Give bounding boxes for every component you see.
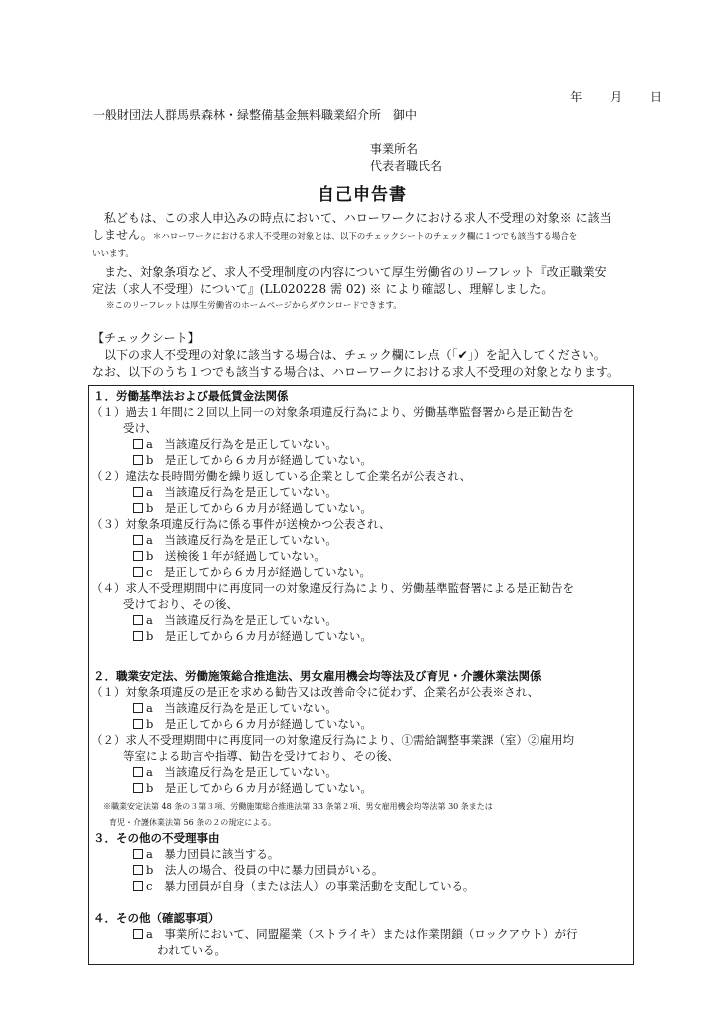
check-label: b 是正してから６カ月が経過していない。 [146,629,372,643]
intro-p1b: しません。 [92,228,153,242]
date-month: 月 [610,90,623,104]
check-3-b[interactable] [133,862,383,878]
intro-p2a: また、対象条項など、求人不受理制度の内容について厚生労働省のリーフレット『改正職業安 [104,265,607,279]
intro-paragraph-1 [92,210,638,263]
checkbox-icon [133,767,143,777]
check-label: b 是正してから６カ月が経過していない。 [146,717,372,731]
check-label: c 是正してから６カ月が経過していない。 [146,565,371,579]
check-label: a 事業所において、同盟罷業（ストライキ）または作業閉鎖（ロックアウト）が行 [146,927,578,941]
check-1-1-b[interactable] [133,452,372,468]
check-label: a 当該違反行為を是正していない。 [146,485,337,499]
check-label: b 是正してから６カ月が経過していない。 [146,501,372,515]
check-label: a 暴力団員に該当する。 [146,847,280,861]
checkbox-icon [133,503,143,513]
intro-p1-note1: ＊ハローワークにおける求人不受理の対象とは、以下のチェックシートのチェック欄に１つでも該当する場合を [152,232,578,242]
checkbox-icon [133,719,143,729]
check-label: a 当該違反行為を是正していない。 [146,533,337,547]
item-1-2-text: （２）違法な長時間労働を繰り返している企業として企業名が公表され、 [91,469,472,483]
checkbox-icon [133,487,143,497]
check-1-1-a[interactable] [133,436,337,452]
item-1-4-text: （４）求人不受理期間中に再度同一の対象違反行為により、労働基準監督署による是正勧告を [91,581,574,595]
section-3-title: ３．その他の不受理事由 [93,831,220,845]
date-day: 日 [649,90,662,104]
checkbox-icon [133,551,143,561]
check-2-2-b[interactable] [133,780,372,796]
section-2-note-2: 育児・介護休業法第 56 条の２の規定による。 [109,818,277,827]
checkbox-icon [133,703,143,713]
checksheet-box [88,385,634,965]
section-1-title: １．労働基準法および最低賃金法関係 [93,389,289,403]
check-1-2-a[interactable] [133,484,337,500]
checkbox-icon [133,929,143,939]
checkbox-icon [133,865,143,875]
checkbox-icon [133,615,143,625]
item-2-2-text: （２）求人不受理期間中に再度同一の対象違反行為により、①需給調整事業課（室）②雇用均 [91,733,574,747]
checkbox-icon [133,783,143,793]
item-2-2-text-cont: 等室による助言や指導、勧告を受けており、その後、 [123,749,399,763]
item-1-4-text-cont: 受けており、その後、 [123,597,238,611]
check-1-3-a[interactable] [133,532,337,548]
checkbox-icon [133,849,143,859]
company-label: 事業所名 [370,142,419,156]
item-1-1-text-cont: 受け、 [123,421,158,435]
intro-p1-note2: いいます。 [92,249,134,259]
intro-p2-note: ※このリーフレットは厚生労働省のホームページからダウンロードできます。 [106,301,402,311]
section-2-note-1: ※職業安定法第 48 条の３第３項、労働施策総合推進法第 33 条第２項、男女雇用機会均等法第 30 条または [103,802,493,811]
section-2-title: ２．職業安定法、労働施策総合推進法、男女雇用機会均等法及び育児・介護休業法関係 [93,669,542,683]
checksheet-desc1: 以下の求人不受理の対象に該当する場合は、チェック欄にレ点（「✔」）を記入してください。 [104,348,606,362]
date-year: 年 [570,90,583,104]
checkbox-icon [133,631,143,641]
check-label: b 是正してから６カ月が経過していない。 [146,453,372,467]
check-2-1-b[interactable] [133,716,372,732]
check-4-a-cont: われている。 [157,943,226,957]
check-label: b 送検後１年が経過していない。 [146,549,326,563]
addressee: 一般財団法人群馬県森林・緑整備基金無料職業紹介所 御中 [93,108,418,122]
check-1-3-c[interactable] [133,564,371,580]
check-label: b 法人の場合、役員の中に暴力団員がいる。 [146,863,384,877]
checksheet-intro [92,330,638,381]
item-2-1-text: （１）対象条項違反の是正を求める勧告又は改善命令に従わず、企業名が公表※され、 [91,685,540,699]
date-line [546,88,662,105]
check-1-3-b[interactable] [133,548,326,564]
check-4-a[interactable] [133,926,578,942]
checkbox-icon [133,567,143,577]
checkbox-icon [133,535,143,545]
check-label: a 当該違反行為を是正していない。 [146,701,337,715]
checkbox-icon [133,439,143,449]
check-1-4-b[interactable] [133,628,372,644]
checksheet-heading: 【チェックシート】 [92,331,200,345]
representative-label: 代表者職氏名 [370,159,443,173]
checkbox-icon [133,881,143,891]
intro-p2b: 定法（求人不受理）について』(LL020228 需 02) ※ により確認し、理解しました。 [92,282,554,296]
document-title: 自己申告書 [317,185,407,205]
check-label: a 当該違反行為を是正していない。 [146,765,337,779]
check-2-1-a[interactable] [133,700,337,716]
checkbox-icon [133,455,143,465]
intro-p1-line2 [92,227,638,246]
item-1-3-text: （３）対象条項違反行為に係る事件が送検かつ公表され、 [91,517,391,531]
check-3-c[interactable] [133,878,474,894]
check-1-4-a[interactable] [133,612,337,628]
intro-paragraph-2 [92,264,638,315]
check-2-2-a[interactable] [133,764,337,780]
check-label: a 当該違反行為を是正していない。 [146,613,337,627]
check-3-a[interactable] [133,846,279,862]
section-4-title: ４．その他（確認事項） [93,911,220,925]
check-label: b 是正してから６カ月が経過していない。 [146,781,372,795]
check-1-2-b[interactable] [133,500,372,516]
intro-p1a: 私どもは、この求人申込みの時点において、ハローワークにおける求人不受理の対象※ に該当 [104,211,612,225]
item-1-1-text: （１）過去１年間に２回以上同一の対象条項違反行為により、労働基準監督署から是正勧告を [91,405,574,419]
check-label: c 暴力団員が自身（または法人）の事業活動を支配している。 [146,879,475,893]
checksheet-desc2: なお、以下のうち１つでも該当する場合は、ハローワークにおける求人不受理の対象となります。 [92,365,620,379]
check-label: a 当該違反行為を是正していない。 [146,437,337,451]
